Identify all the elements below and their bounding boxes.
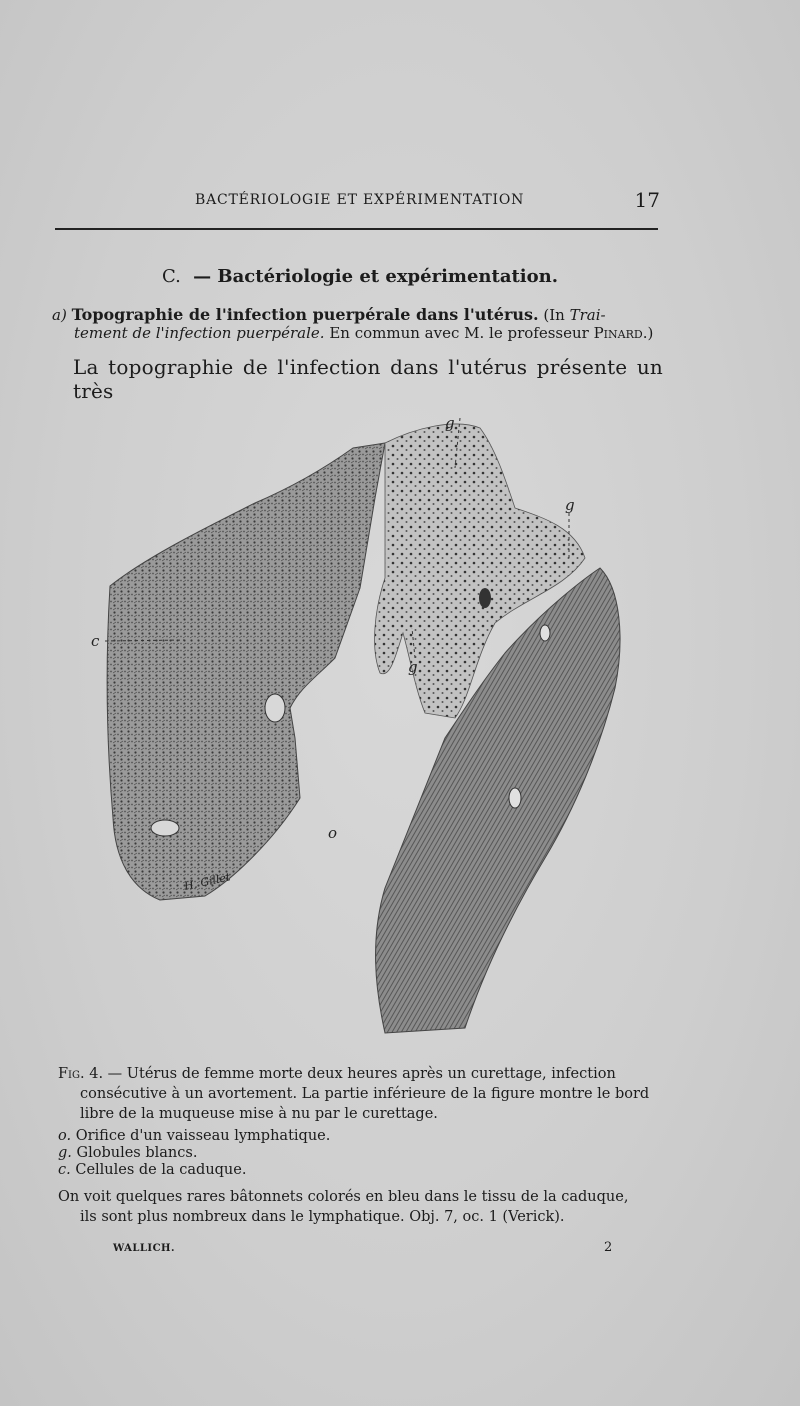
reference-close: .) — [642, 324, 654, 342]
legend-item-g: g. Globules blancs. — [58, 1145, 198, 1161]
decidua-tissue — [107, 443, 385, 900]
section-letter: C. — [162, 266, 181, 287]
caption-line-2: consécutive à un avortement. La partie inférieure de la figure montre le bord — [80, 1086, 650, 1102]
figure-number: Fig. 4. — [58, 1066, 104, 1082]
section-title: Bactériologie et expérimentation. — [217, 266, 558, 287]
subsection-title: Topographie de l'infection puerpérale dans l'utérus. — [71, 305, 539, 324]
reference-text: En commun avec M. le professeur — [329, 324, 589, 342]
caption-line-1: — Utérus de femme morte deux heures après un curettage, infection — [107, 1066, 616, 1082]
histology-figure — [85, 408, 630, 1048]
reference-work-1: Trai- — [569, 306, 606, 324]
label-g-top: g — [445, 414, 455, 432]
subsection-letter: a) — [52, 306, 67, 324]
header-rule — [55, 228, 658, 230]
page-number: 17 — [634, 188, 660, 212]
running-head — [55, 190, 660, 216]
legend-item-o: o. Orifice d'un vaisseau lymphatique. — [58, 1128, 331, 1144]
caption-line-3: libre de la muqueuse mise à nu par le curettage. — [80, 1106, 438, 1122]
body-text-line: La topographie de l'infection dans l'utérus présente un très — [73, 355, 663, 403]
signature-number: 2 — [604, 1240, 613, 1255]
reference-name: Pinard — [593, 324, 643, 342]
label-c: c — [91, 632, 100, 650]
section-heading — [0, 266, 720, 287]
signature-mark: WALLICH. — [113, 1243, 175, 1254]
label-g-mid: g — [408, 658, 418, 676]
label-g-right: g — [565, 496, 575, 514]
figure-legend — [58, 1128, 664, 1179]
legend-item-c: c. Cellules de la caduque. — [58, 1162, 247, 1178]
figure-drawing — [85, 408, 630, 1048]
subsection-heading — [52, 306, 662, 342]
note-line-1: On voit quelques rares bâtonnets colorés en bleu dans le tissu de la caduque, — [58, 1189, 629, 1205]
figure-caption — [58, 1064, 664, 1227]
caption-note — [58, 1187, 664, 1227]
label-o: o — [328, 824, 338, 842]
running-title: BACTÉRIOLOGIE ET EXPÉRIMENTATION — [195, 192, 525, 208]
reference-open: (In — [543, 306, 565, 324]
artist-signature: H. Gillet — [182, 870, 232, 893]
section-dash: — — [193, 266, 212, 287]
note-line-2: ils sont plus nombreux dans le lymphatique. Obj. 7, oc. 1 (Verick). — [80, 1209, 565, 1225]
reference-work-2: tement de l'infection puerpérale. — [74, 324, 325, 342]
